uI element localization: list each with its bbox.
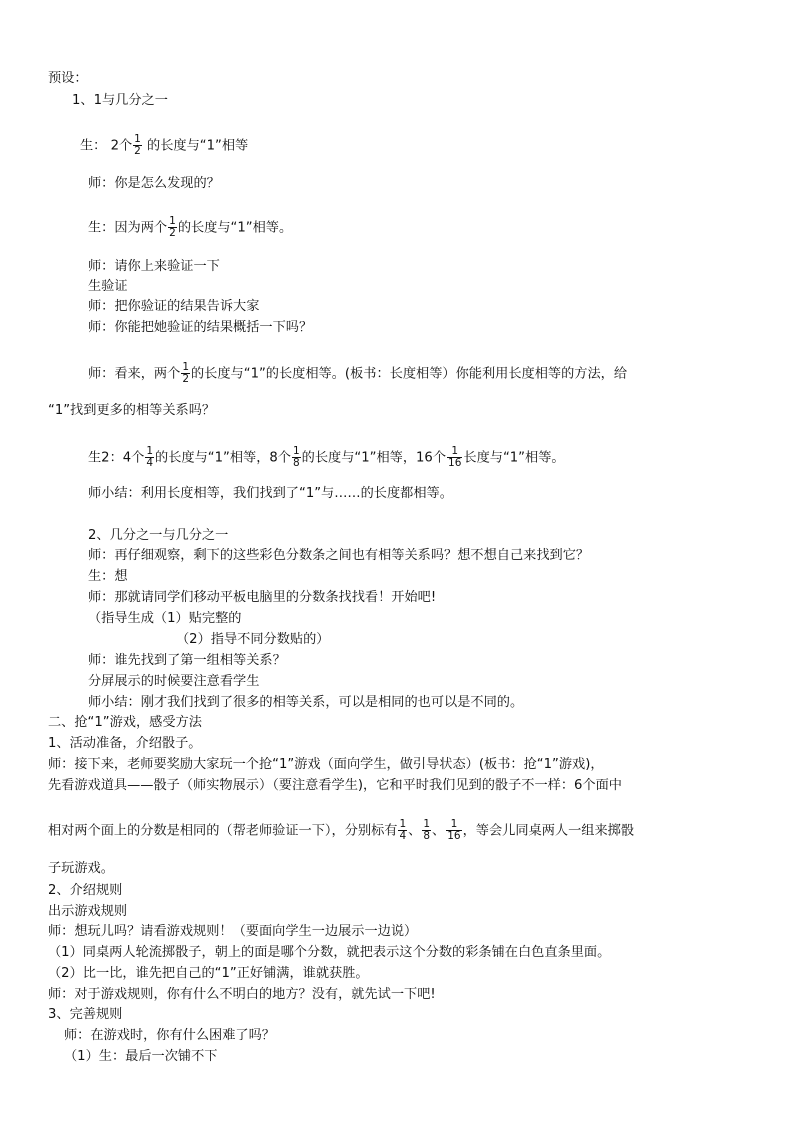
text-segment: 长度与“1”相等。 [463, 450, 565, 466]
section-heading: 3、完善规则 [48, 1007, 123, 1022]
separator: 、 [408, 823, 422, 839]
text-segment: ，等会儿同桌两人一组来掷骰 [462, 823, 635, 839]
text-line [88, 446, 565, 469]
text-segment: 生： 2个 [80, 138, 133, 154]
section-heading: 二、抢“1”游戏，感受方法 [48, 715, 202, 730]
text-line: 师：在游戏时，你有什么困难了吗？ [64, 1028, 275, 1043]
text-line: 师：想玩儿吗？请看游戏规则！（要面向学生一边展示一边说） [48, 924, 418, 939]
text-line: 生验证 [88, 279, 128, 294]
text-line: （指导生成（1）贴完整的 [88, 611, 242, 626]
rule-item: （1）同桌两人轮流掷骰子，朝上的面是哪个分数，就把表示这个分数的彩条铺在白色直条里面。 [48, 945, 611, 960]
text-segment: 的长度与“1”相等。 [177, 220, 293, 236]
text-line: 预设： [48, 71, 88, 86]
fraction [398, 819, 407, 842]
text-segment: 师：接下来，老师要奖励大家玩一个抢“1”游戏（面向学生，做引导状态）(板书：抢“1”游戏)， [48, 757, 604, 772]
text-line: 师：谁先找到了第一组相等关系？ [88, 653, 286, 668]
separator: 、 [432, 823, 446, 839]
fraction-numerator: 1 [399, 818, 407, 830]
text-line [48, 777, 746, 795]
fraction-denominator: 2 [169, 227, 176, 239]
section-heading: 1、1与几分之一 [72, 93, 168, 108]
fraction-numerator: 1 [134, 133, 141, 145]
text-line: 子玩游戏。 [48, 861, 114, 876]
fraction-denominator: 4 [399, 830, 407, 842]
fraction-denominator: 16 [448, 457, 462, 469]
fraction-denominator: 2 [134, 145, 141, 157]
text-segment: 的长度与“1”相等，8个 [155, 450, 291, 466]
text-line [48, 819, 634, 842]
fraction-denominator: 8 [292, 457, 300, 469]
text-line: 师小结：刚才我们找到了很多的相等关系，可以是相同的也可以是不同的。 [88, 695, 524, 710]
fraction-numerator: 1 [423, 818, 431, 830]
fraction [447, 446, 462, 469]
text-line: 师：再仔细观察，剩下的这些彩色分数条之间也有相等关系吗？想不想自己来找到它？ [88, 548, 590, 563]
text-segment: 的长度与“1”相等，16个 [301, 450, 447, 466]
text-line [88, 362, 627, 385]
section-heading: 1、活动准备，介绍骰子。 [48, 736, 202, 751]
text-line: 师：那就请同学们移动平板电脑里的分数条找找看！开始吧! [88, 590, 437, 605]
text-line: “1”找到更多的相等关系吗？ [48, 403, 216, 418]
text-line: 师：把你验证的结果告诉大家 [88, 299, 260, 314]
fraction-numerator: 1 [169, 215, 176, 227]
text-line: 师：你能把她验证的结果概括一下吗？ [88, 320, 313, 335]
text-line: 出示游戏规则 [48, 904, 128, 919]
text-segment: 的长度与“1”的长度相等。(板书：长度相等）你能利用长度相等的方法，给 [191, 366, 628, 382]
fraction-denominator: 4 [146, 457, 154, 469]
text-line: （1）生：最后一次铺不下 [64, 1049, 218, 1064]
text-line: 生：想 [88, 569, 128, 584]
text-segment: 生2：4个 [88, 450, 145, 466]
text-line [48, 756, 746, 774]
text-line: 师小结：利用长度相等，我们找到了“1”与……的长度都相等。 [88, 486, 453, 501]
text-segment: 的长度与“1”相等 [142, 138, 249, 154]
fraction [446, 819, 461, 842]
text-line [88, 216, 292, 239]
fraction [422, 819, 431, 842]
text-segment: 生：因为两个 [88, 220, 168, 236]
text-line [80, 134, 248, 157]
fraction [181, 362, 190, 385]
fraction [168, 216, 177, 239]
fraction [145, 446, 154, 469]
fraction-denominator: 2 [182, 373, 189, 385]
fraction-numerator: 1 [447, 446, 462, 458]
text-line: 师：请你上来验证一下 [88, 259, 220, 274]
fraction-numerator: 1 [182, 361, 189, 373]
fraction [133, 134, 142, 157]
fraction-denominator: 8 [423, 830, 431, 842]
text-line: （2）指导不同分数贴的） [176, 632, 330, 647]
rule-item: （2）比一比，谁先把自己的“1”正好铺满，谁就获胜。 [48, 966, 369, 981]
text-segment: 相对两个面上的分数是相同的（帮老师验证一下），分别标有 [48, 823, 398, 839]
fraction [292, 446, 301, 469]
text-line: 师：你是怎么发现的？ [88, 176, 220, 191]
fraction-numerator: 1 [292, 445, 300, 457]
fraction-denominator: 16 [447, 830, 461, 842]
text-line: 分屏展示的时候要注意看学生 [88, 674, 260, 689]
section-heading: 2、介绍规则 [48, 883, 123, 898]
text-line: 师：对于游戏规则，你有什么不明白的地方？没有，就先试一下吧! [48, 987, 436, 1002]
text-segment: 师：看来，两个 [88, 366, 181, 382]
fraction-numerator: 1 [446, 819, 461, 831]
text-segment: 先看游戏道具——骰子（师实物展示）（要注意看学生)，它和平时我们见到的骰子不一样：6个面中 [48, 778, 622, 793]
fraction-numerator: 1 [146, 445, 154, 457]
section-heading: 2、几分之一与几分之一 [88, 528, 229, 543]
